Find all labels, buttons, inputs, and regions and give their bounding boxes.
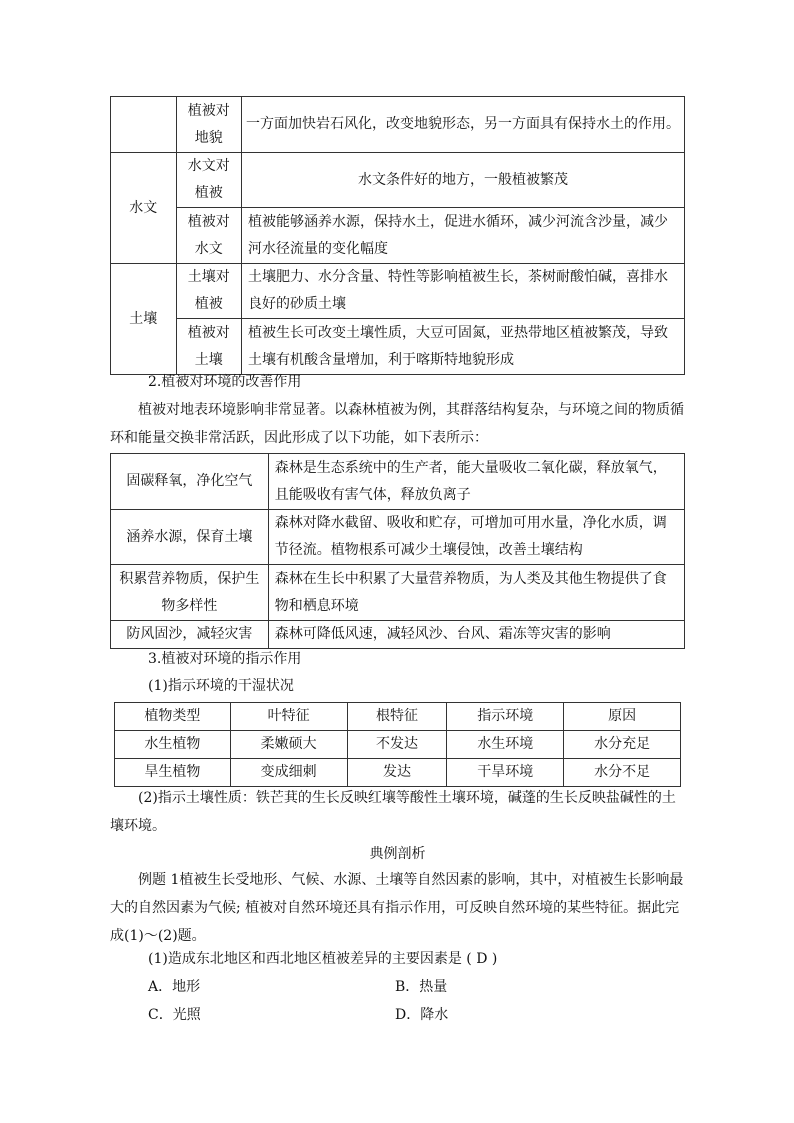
desc-cell: 土壤肥力、水分含量、特性等影响植被生长，茶树耐酸怕碱，喜排水良好的砂质土壤 [242,264,685,319]
vegetation-environment-table [110,96,685,375]
desc-cell: 水文条件好的地方，一般植被繁茂 [242,153,685,208]
desc-cell: 植被能够涵养水源，保持水土，促进水循环，减少河流含沙量，减少河水径流量的变化幅度 [242,208,685,264]
desc-cell: 植被生长可改变土壤性质，大豆可固氮，亚热带地区植被繁茂，导致土壤有机酸含量增加，利于喀斯特地貌形成 [242,319,685,375]
option-c: C．光照 [148,1007,201,1023]
sub-cell: 植被对地貌 [176,97,242,153]
sub-cell: 土壤对植被 [176,264,242,319]
sub-cell: 植被对土壤 [176,319,242,375]
empty-cell [111,97,177,153]
section2-intro: 植被对地表环境影响非常显著。以森林植被为例，其群落结构复杂，与环境之间的物质循环和能量交换非常活跃，因此形成了以下功能，如下表所示： [110,402,684,446]
function-cell: 固碳释氧，净化空气 [111,454,269,510]
section3-heading: 3.植被对环境的指示作用 [148,651,302,667]
function-cell: 防风固沙，减轻灾害 [111,621,269,649]
section3-sub1: (1)指示环境的干湿状况 [148,678,294,694]
desc-cell: 森林在生长中积累了大量营养物质，为人类及其他生物提供了食物和栖息环境 [268,565,684,621]
option-a: A．地形 [148,979,201,995]
table-cell: 不发达 [347,731,447,759]
header-cell: 叶特征 [230,703,347,731]
category-hydrology: 水文 [111,153,177,264]
table-cell: 水生植物 [115,731,231,759]
example-text: 例题 1植被生长受地形、气候、水源、土壤等自然因素的影响，其中，对植被生长影响最大的自然因素为气候; 植被对自然环境还具有指示作用，可反映自然环境的某些特征。据此完成(1)～(2)题。 [110,872,684,944]
option-d: D．降水 [395,1007,449,1023]
desc-cell: 一方面加快岩石风化，改变地貌形态，另一方面具有保持水土的作用。 [242,97,685,153]
category-soil: 土壤 [111,264,177,375]
forest-functions-table [110,453,685,649]
sub-cell: 植被对水文 [176,208,242,264]
header-cell: 根特征 [347,703,447,731]
header-cell: 植物类型 [115,703,231,731]
section3-sub2: (2)指示土壤性质：铁芒萁的生长反映红壤等酸性土壤环境，碱蓬的生长反映盐碱性的土壤环境。 [110,790,676,834]
function-cell: 积累营养物质，保护生物多样性 [111,565,269,621]
example-title: 典例剖析 [369,846,426,862]
desc-cell: 森林对降水截留、吸收和贮存，可增加可用水量，净化水质，调节径流。植物根系可减少土壤侵蚀，改善土壤结构 [268,510,684,565]
table-cell: 干旱环境 [447,759,564,787]
table-cell: 旱生植物 [115,759,231,787]
table-cell: 发达 [347,759,447,787]
desc-cell: 森林可降低风速，减轻风沙、台风、霜冻等灾害的影响 [268,621,684,649]
table-cell: 水生环境 [447,731,564,759]
table-cell: 水分充足 [564,731,681,759]
desc-cell: 森林是生态系统中的生产者，能大量吸收二氧化碳，释放氧气，且能吸收有害气体，释放负离子 [268,454,684,510]
table-cell: 柔嫩硕大 [230,731,347,759]
section2-heading: 2.植被对环境的改善作用 [148,374,302,390]
function-cell: 涵养水源，保育土壤 [111,510,269,565]
question-text: (1)造成东北地区和西北地区植被差异的主要因素是 ( D ) [148,951,498,967]
plant-indicator-table [114,702,681,787]
option-b: B．热量 [395,979,448,995]
sub-cell: 水文对植被 [176,153,242,208]
table-cell: 水分不足 [564,759,681,787]
header-cell: 指示环境 [447,703,564,731]
header-cell: 原因 [564,703,681,731]
table-cell: 变成细刺 [230,759,347,787]
